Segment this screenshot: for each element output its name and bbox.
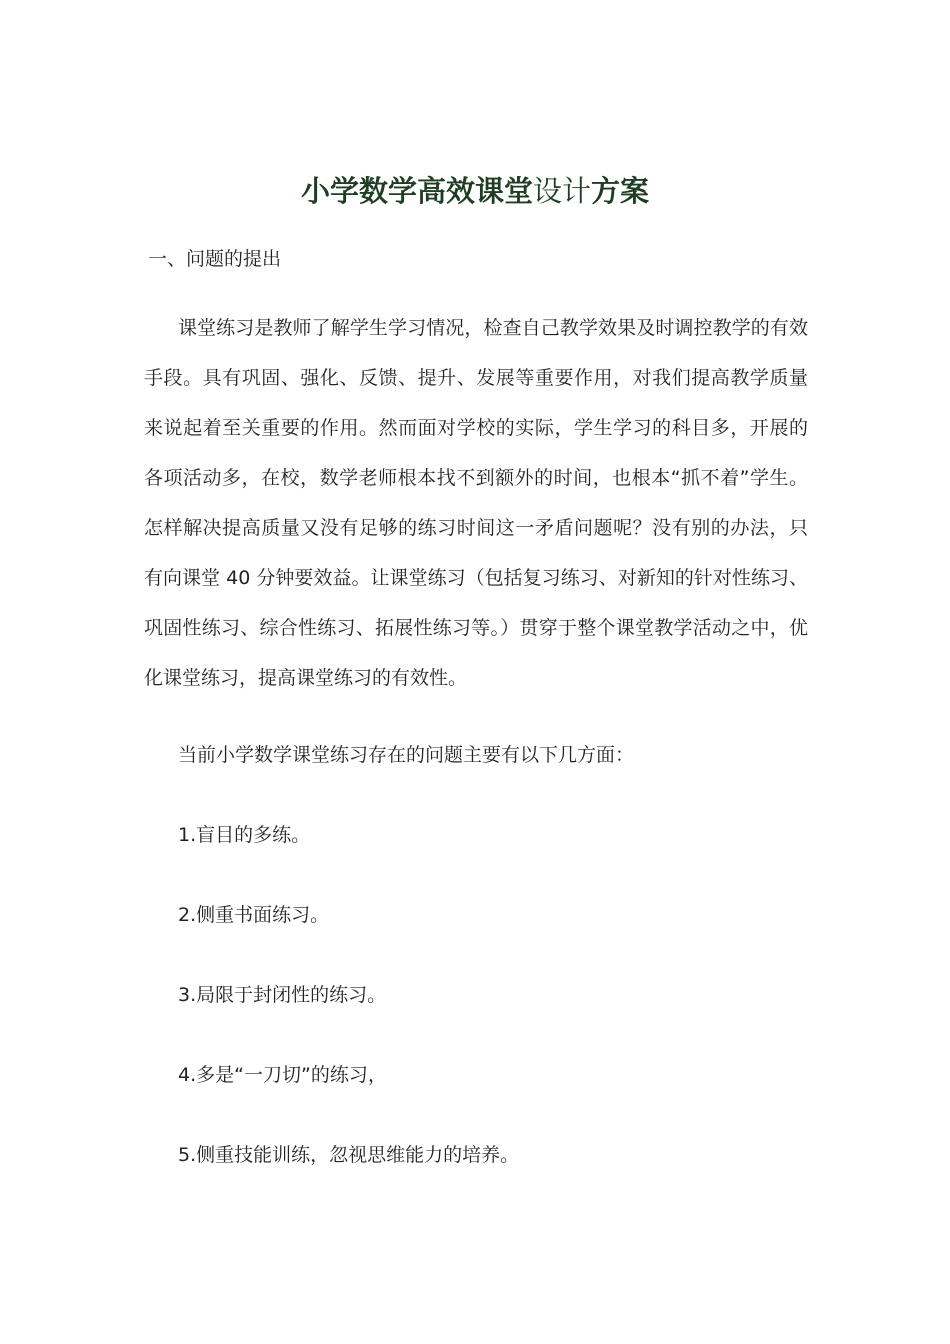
title-part-bold-1: 小学数学高效课堂	[300, 174, 533, 208]
paragraph-problem-statement: 课堂练习是教师了解学生学习情况，检查自己教学效果及时调控教学的有效手段。具有巩固、强化、反馈、提升、发展等重要作用，对我们提高教学质量来说起着至关重要的作用。然而面对学校的实际，学生学习的科目多，开展的各项活动多，在校，数学老师根本找不到额外的时间，也根本“抓不着”学生。怎样解决提高质量又没有足够的练习时间这一矛盾问题呢？没有别的办法，只有向课堂 40 分钟要效益。让课堂练习（包括复习练习、对新知的针对性练习、巩固性练习、综合性练习、拓展性练习等。）贯穿于整个课堂教学活动之中，优化课堂练习，提高课堂练习的有效性。	[144, 317, 808, 689]
problem-item-4: 4.多是“一刀切”的练习，	[178, 1064, 387, 1086]
problem-item-1: 1.盲目的多练。	[178, 824, 311, 846]
title-part-thin: 设计	[532, 174, 591, 208]
problem-item-2: 2.侧重书面练习。	[178, 904, 330, 926]
section-heading: 一、问题的提出	[148, 248, 282, 270]
problem-item-5: 5.侧重技能训练，忽视思维能力的培养。	[178, 1144, 520, 1166]
problem-item-3: 3.局限于封闭性的练习。	[178, 984, 387, 1006]
intro-line: 当前小学数学课堂练习存在的问题主要有以下几方面：	[178, 744, 635, 766]
title-part-bold-2: 方案	[591, 174, 650, 208]
document-title	[0, 168, 950, 214]
